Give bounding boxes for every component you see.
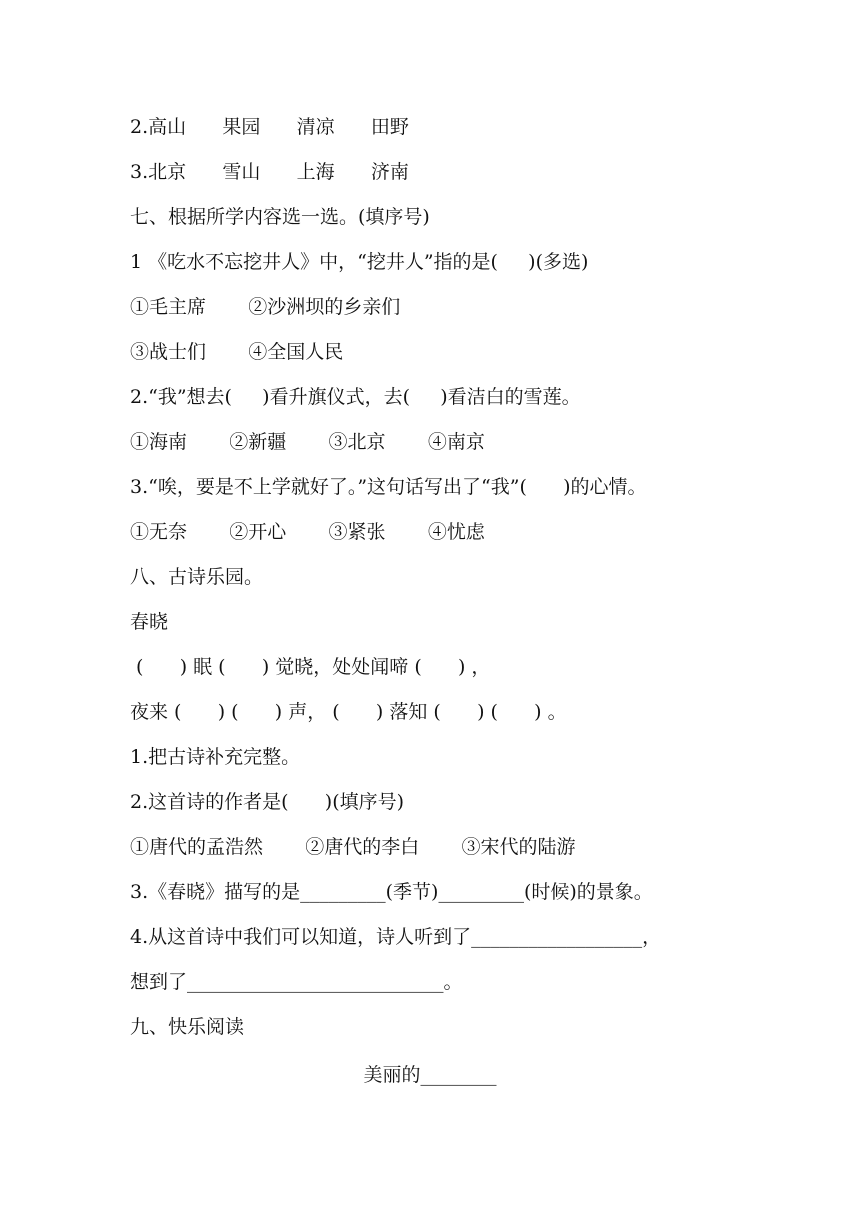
question-7-1: 1 《吃水不忘挖井人》中，“挖井人”指的是( )(多选) (130, 251, 589, 273)
question-7-1-options-a: ①毛主席 ②沙洲坝的乡亲们 (130, 296, 401, 318)
word-group-3: 3.北京 雪山 上海 济南 (130, 161, 409, 183)
poem-line-2: 夜来 ( ) ( ) 声， ( ) 落知 ( ) ( ) 。 (130, 701, 567, 723)
question-8-3: 3.《春晓》描写的是_________(季节)_________(时候)的景象。 (130, 881, 653, 903)
question-8-2: 2.这首诗的作者是( )(填序号) (130, 791, 405, 813)
poem-line-1: ( ) 眠 ( ) 觉晓，处处闻啼 ( ) ， (130, 656, 491, 678)
question-8-2-options: ①唐代的孟浩然 ②唐代的李白 ③宋代的陆游 (130, 836, 576, 858)
word-group-2: 2.高山 果园 清凉 田野 (130, 116, 409, 138)
poem-title: 春晓 (130, 611, 169, 633)
section-8-heading: 八、古诗乐园。 (130, 566, 264, 588)
question-8-4-continued: 想到了___________________________。 (130, 971, 463, 993)
question-7-1-options-b: ③战士们 ④全国人民 (130, 341, 344, 363)
section-7-heading: 七、根据所学内容选一选。(填序号) (130, 206, 430, 228)
question-8-4: 4.从这首诗中我们可以知道，诗人听到了__________________， (130, 926, 662, 948)
reading-title: 美丽的________ (363, 1064, 497, 1086)
question-7-3: 3.“唉，要是不上学就好了。”这句话写出了“我”( )的心情。 (130, 476, 647, 498)
question-7-2-options: ①海南 ②新疆 ③北京 ④南京 (130, 431, 485, 453)
question-8-1: 1.把古诗补充完整。 (130, 746, 301, 768)
question-7-3-options: ①无奈 ②开心 ③紧张 ④忧虑 (130, 521, 485, 543)
section-9-heading: 九、快乐阅读 (130, 1016, 245, 1038)
question-7-2: 2.“我”想去( )看升旗仪式，去( )看洁白的雪莲。 (130, 386, 581, 408)
